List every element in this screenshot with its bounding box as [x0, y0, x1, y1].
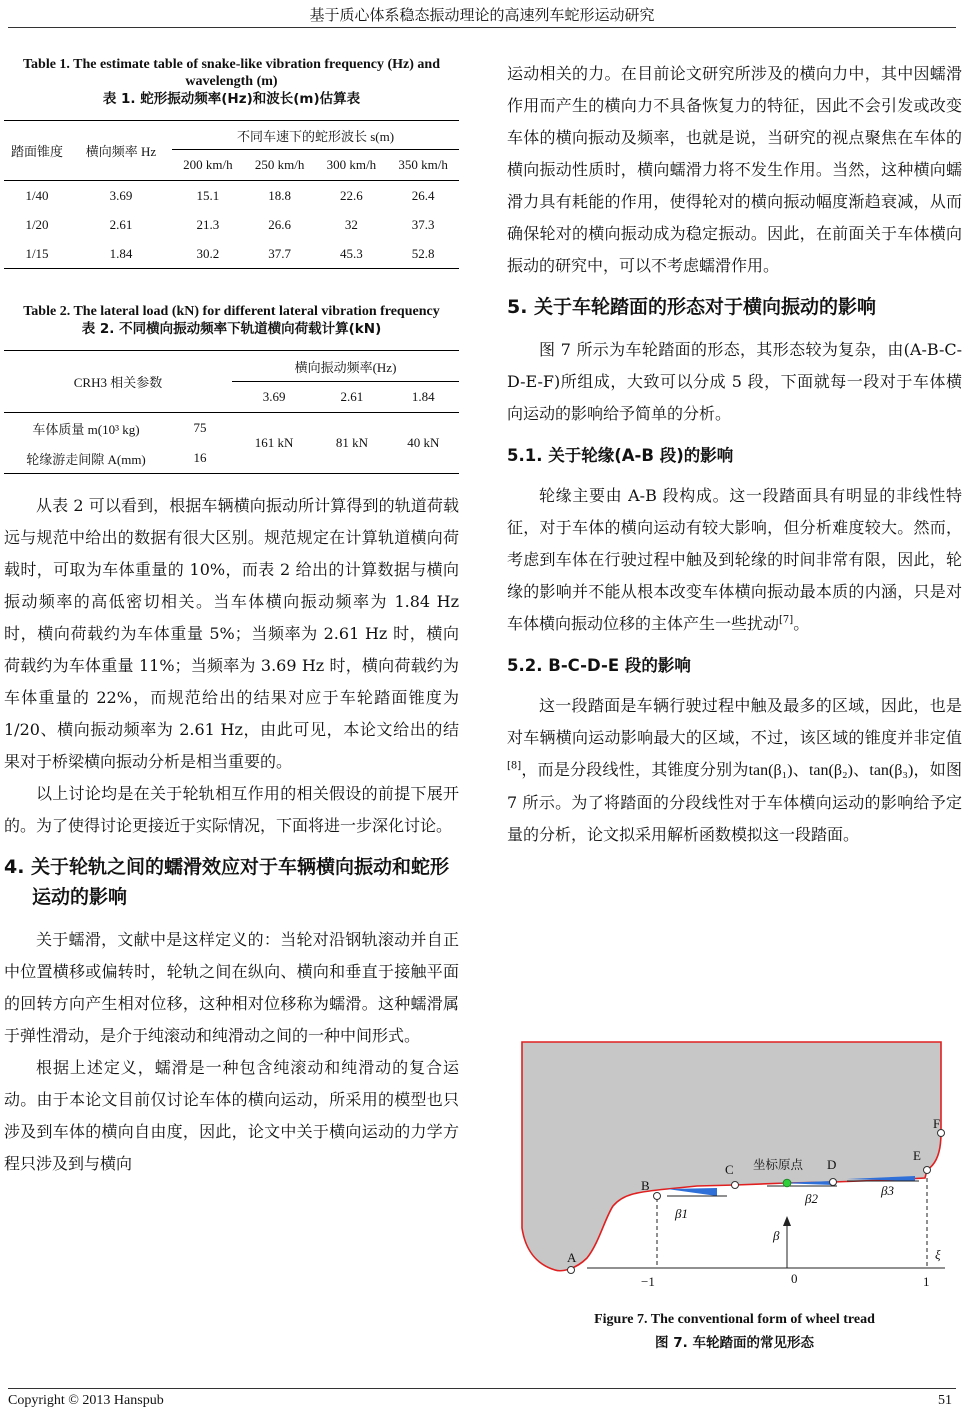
table-cell: 32 [344, 216, 358, 232]
tan-beta2: tan(β₂) [808, 762, 853, 779]
table-row [4, 210, 459, 239]
wheel-profile-region [522, 1042, 941, 1271]
table1-head-group: 不同车速下的蛇形波长 s(m) [172, 121, 459, 150]
table2-caption-cn: 表 2. 不同横向振动频率下轨道横向荷载计算(kN) [81, 321, 382, 337]
table1-speed-200: 200 km/h [172, 150, 244, 181]
table-cell: 1/40 [25, 187, 49, 203]
table2-load-2: 81 kN [316, 413, 387, 474]
tan-beta3: tan(β₃) [869, 762, 914, 779]
label-B: B [641, 1178, 650, 1193]
table-cell: 1.84 [70, 239, 172, 269]
point-B [654, 1193, 661, 1200]
label-beta1: β1 [675, 1206, 688, 1221]
table-row [4, 181, 459, 211]
table2-head-group: 横向振动频率(Hz) [232, 351, 459, 382]
table-cell: 15.1 [196, 187, 220, 203]
body-paragraph: 运动相关的力。在目前论文研究所涉及的横向力中，其中因蠕滑作用而产生的横向力不具备恢复力的特征，因此不会引发或改变车体的横向振动及频率，也就是说，当研究的视点聚焦在车体的横向振动性质时，横向蠕滑力将不发生作用。当然，这种横向蠕滑力具有耗能的作用，使得轮对的横向振动幅度渐趋衰减，从而确保轮对的横向振动成为稳定振动。因此，在前面关于车体横向振动的研究中，可以不考虑蠕滑作用。 [507, 64, 962, 275]
table2-freq-2: 2.61 [316, 382, 387, 413]
wheel-tread-diagram [517, 1038, 957, 1298]
table1 [4, 120, 459, 269]
label-E: E [913, 1148, 921, 1163]
table-cell: 26.6 [268, 216, 291, 232]
table2-load-1: 161 kN [232, 413, 316, 474]
body-paragraph: 从表 2 可以看到，根据车辆横向振动所计算得到的轨道荷载远与规范中给出的数据有很大区别。规范规定在计算轨道横向荷载时，可取为车体重量的 10%，而表 2 给出的计算数据与横向振动频率的高低密切相关。当车体横向振动频率为 1.84 Hz 时，横向荷载约为车体重量 5%；当频率为 2.61 Hz 时，横向荷载约为车体重量 11%；当频率为 3.69 Hz 时，横向荷载约为车体重量的 22%，而规范给出的结果对应于车轮踏面锥度为 1/20、横向振动频率为 2.61 Hz，由此可见，本论文给出的结果对于桥梁横向振动分析是相当重要的。 [4, 496, 459, 771]
figure7-caption-en: Figure 7. The conventional form of wheel tread [594, 1312, 875, 1327]
table-cell: 16 [168, 443, 232, 474]
body-paragraph [507, 480, 962, 640]
table-cell: 52.8 [387, 239, 459, 269]
table-cell: 18.8 [268, 187, 291, 203]
label-D: D [827, 1157, 837, 1172]
table2-freq-3: 1.84 [388, 382, 459, 413]
table1-caption-cn: 表 1. 蛇形振动频率(Hz)和波长(m)估算表 [102, 91, 361, 107]
label-C: C [725, 1162, 734, 1177]
table-cell: 1/20 [25, 216, 49, 232]
table-cell: 1/15 [4, 239, 70, 269]
s52-text-a: 这一段踏面是车辆行驶过程中触及最多的区域，因此，也是对车辆横向运动影响最大的区域，不过，该区域的锥度并非定值 [507, 696, 962, 747]
label-F: F [933, 1116, 941, 1131]
table-cell: 车体质量 m(10³ kg) [32, 421, 140, 437]
table2 [4, 350, 459, 474]
citation-7: [7] [779, 614, 794, 626]
table1-head-freq: 横向频率 Hz [70, 121, 172, 181]
point-C [732, 1182, 739, 1189]
footer-rule [8, 1388, 956, 1389]
label-coordinate-origin: 坐标原点 [753, 1157, 804, 1172]
label-beta3: β3 [881, 1183, 894, 1198]
slope-wedge-beta1 [667, 1188, 717, 1196]
body-paragraph: 以上讨论均是在关于轮轨相互作用的相关假设的前提下展开的。为了使得讨论更接近于实际情况，下面将进一步深化讨论。 [4, 784, 459, 835]
figure-7 [517, 1038, 957, 1298]
coordinate-origin-point [783, 1179, 791, 1187]
table1-caption-en: Table 1. The estimate table of snake-like vibration frequency (Hz) and wavelength (m) [22, 57, 441, 89]
table-cell: 45.3 [316, 239, 388, 269]
footer-copyright: Copyright © 2013 Hanspub [8, 1393, 164, 1408]
table1-head-taper: 踏面锥度 [4, 121, 70, 181]
table-cell: 22.6 [340, 187, 363, 203]
tan-beta1: tan(β₁) [748, 762, 793, 779]
beta-axis-arrow [783, 1216, 791, 1226]
table-cell: 3.69 [109, 187, 133, 203]
figure7-caption-cn: 图 7. 车轮踏面的常见形态 [655, 1335, 814, 1351]
tick-pos-one: 1 [923, 1274, 930, 1289]
table-cell: 37.3 [411, 216, 435, 232]
point-D [830, 1179, 837, 1186]
table2-caption-en: Table 2. The lateral load (kN) for different lateral vibration frequency [23, 304, 440, 319]
section-5-1-heading: 5.1. 关于轮缘(A-B 段)的影响 [507, 446, 734, 465]
point-E [924, 1167, 931, 1174]
s52-text-c: ，如图 7 所示。为了将踏面的分段线性对于车体横向运动的影响给予定量的分析，论文拟采用解析函数模拟这一段踏面。 [507, 760, 962, 844]
header-rule [8, 27, 956, 28]
table1-speed-250: 250 km/h [244, 150, 316, 181]
s51-text: 轮缘主要由 A-B 段构成。这一段踏面具有明显的非线性特征，对于车体的横向运动有较大影响，但分析难度较大。然而，考虑到车体在行驶过程中触及到轮缘的时间非常有限，因此，轮缘的影响并不能从根本改变车体横向振动最本质的内涵，只是对车体横向振动位移的主体产生一些扰动 [507, 486, 962, 633]
table-cell: 轮缘游走间隙 A(mm) [4, 443, 168, 474]
body-paragraph: 根据上述定义，蠕滑是一种包含纯滚动和纯滑动的复合运动。由于本论文目前仅讨论车体的横向运动，所采用的模型也只涉及到车体的横向自由度，因此，论文中关于横向运动的力学方程只涉及到与横向 [4, 1058, 459, 1173]
table-row [4, 413, 459, 444]
table1-speed-300: 300 km/h [316, 150, 388, 181]
body-paragraph: 图 7 所示为车轮踏面的形态，其形态较为复杂，由(A-B-C-D-E-F)所组成，大致可以分成 5 段，下面就每一段对于车体横向运动的影响给予简单的分析。 [507, 340, 962, 423]
separator: 、 [792, 760, 809, 779]
table-cell: 21.3 [196, 216, 220, 232]
separator: 、 [852, 760, 870, 779]
tick-neg-one: −1 [641, 1274, 655, 1289]
page-number: 51 [938, 1393, 952, 1408]
label-xi-axis: ξ [935, 1247, 941, 1262]
left-column [4, 50, 459, 1180]
label-A: A [567, 1250, 577, 1265]
table-row [4, 239, 459, 269]
section-5-heading: 5. 关于车轮踏面的形态对于横向振动的影响 [507, 296, 877, 318]
right-column [507, 58, 962, 851]
table-cell: 75 [193, 420, 207, 435]
running-header: 基于质心体系稳态振动理论的高速列车蛇形运动研究 [309, 6, 655, 24]
body-paragraph [507, 690, 962, 851]
tick-zero: 0 [791, 1271, 798, 1286]
table2-freq-1: 3.69 [232, 382, 316, 413]
s52-text-b: ，而是分段线性，其锥度分别为 [521, 760, 749, 779]
table-cell: 37.7 [244, 239, 316, 269]
table2-head-param: CRH3 相关参数 [4, 351, 232, 413]
body-paragraph: 关于蠕滑，文献中是这样定义的：当轮对沿钢轨滚动并自正中位置横移或偏转时，轮轨之间在纵向、横向和垂直于接触平面的回转方向产生相对位移，这种相对位移称为蠕滑。这种蠕滑属于弹性滑动，是介于纯滚动和纯滑动之间的一种中间形式。 [4, 930, 459, 1045]
table-cell: 30.2 [172, 239, 244, 269]
table2-load-3: 40 kN [388, 413, 459, 474]
citation-8: [8] [507, 760, 522, 772]
table1-speed-350: 350 km/h [387, 150, 459, 181]
section-5-2-heading: 5.2. B-C-D-E 段的影响 [507, 656, 691, 675]
label-beta2: β2 [805, 1191, 818, 1206]
table-cell: 26.4 [411, 187, 435, 203]
table-cell: 2.61 [109, 216, 133, 232]
label-beta-axis: β [773, 1228, 780, 1243]
point-A [568, 1267, 575, 1274]
section-4-heading: 4. 关于轮轨之间的蠕滑效应对于车辆横向振动和蛇形运动的影响 [4, 856, 450, 908]
s51-end: 。 [793, 614, 810, 633]
